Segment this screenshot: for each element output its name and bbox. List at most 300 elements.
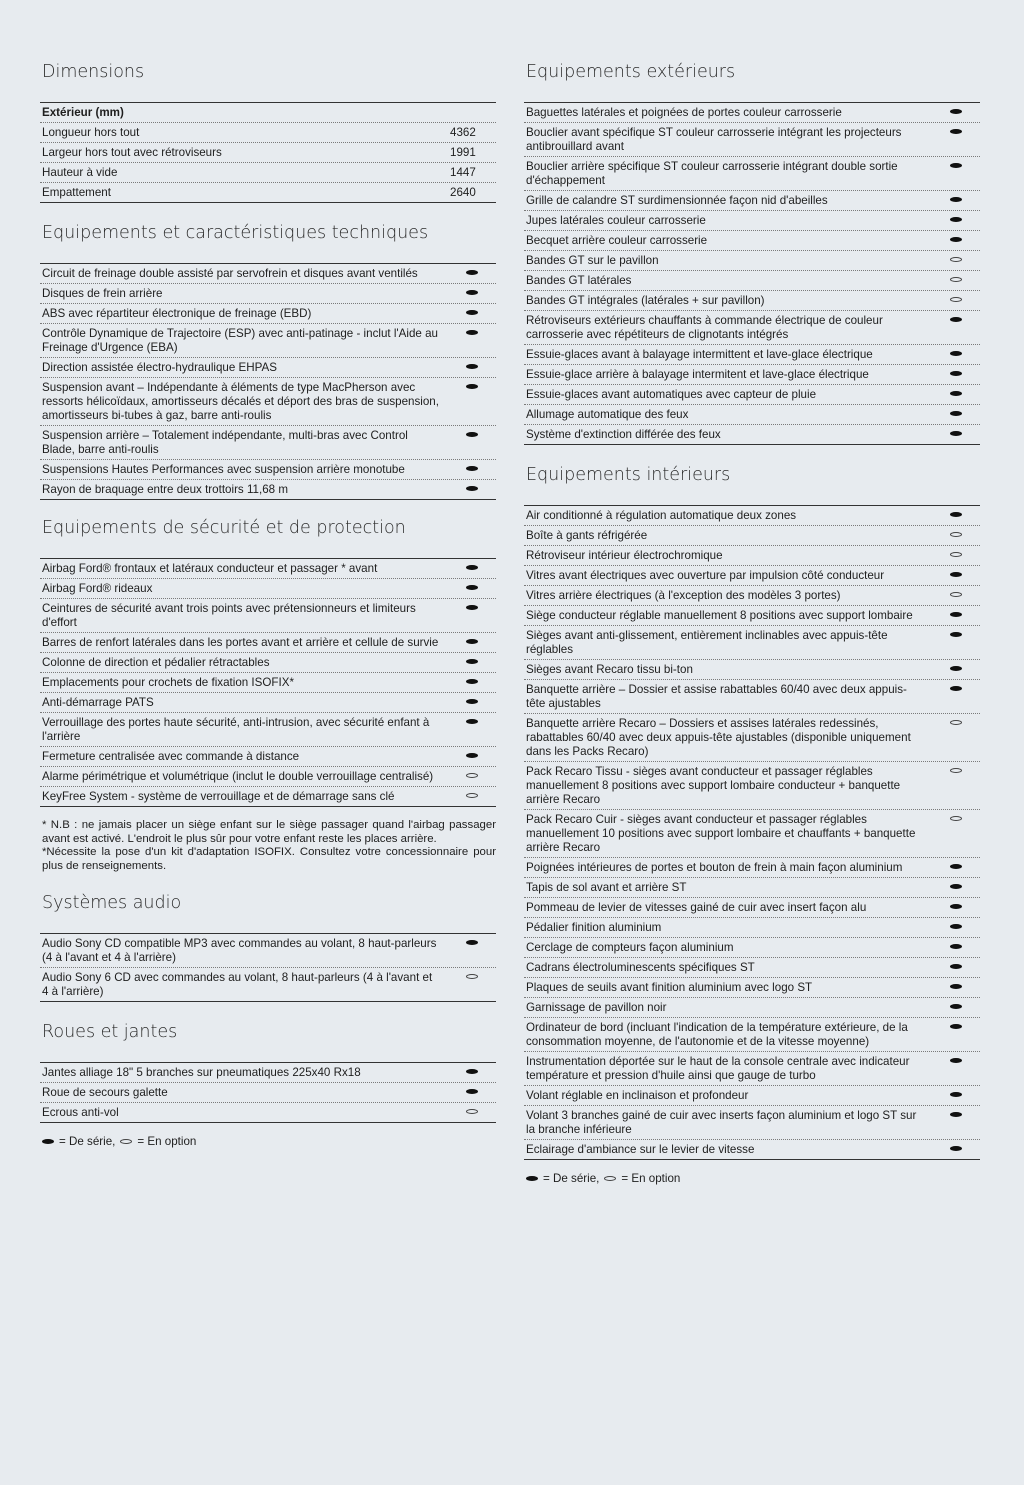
availability-cell [934, 629, 978, 637]
row-label: Eclairage d'ambiance sur le levier de vitesse [526, 1143, 755, 1156]
table-row [40, 633, 496, 653]
row-label: Suspension avant – Indépendante à éléments de type MacPherson avec ressorts hélicoïdaux, amortisseurs décalés et déport des bras de suspension, amortisseurs bi-tubes à gaz, barre anti-roulis [42, 381, 439, 422]
table-row [524, 810, 980, 858]
standard-marker-icon [466, 719, 478, 724]
standard-marker-icon [950, 666, 962, 671]
legend-left [42, 1135, 496, 1148]
standard-marker-icon [950, 1092, 962, 1097]
exterior-table [524, 102, 980, 445]
note-airbag: * N.B : ne jamais placer un siège enfant sur le siège passager quand l'airbag passager avant est activé. L'endroit le plus sûr pour votre enfant reste les places arrière. [42, 819, 496, 845]
table-row [524, 405, 980, 425]
standard-marker-icon [466, 432, 478, 437]
table-row [524, 231, 980, 251]
security-table [40, 558, 496, 807]
legend-right [526, 1172, 980, 1185]
table-row [524, 898, 980, 918]
standard-marker-icon [950, 924, 962, 929]
row-label: Volant réglable en inclinaison et profondeur [526, 1089, 749, 1102]
dimensions-table [40, 102, 496, 203]
availability-cell [934, 663, 978, 671]
row-label: Rétroviseurs extérieurs chauffants à commande électrique de couleur carrosserie avec répétiteurs de clignotants intégrés [526, 314, 883, 341]
row-label: Anti-démarrage PATS [42, 696, 154, 709]
row-label: Système d'extinction différée des feux [526, 428, 721, 441]
availability-cell [450, 1086, 494, 1094]
table-row [524, 1018, 980, 1052]
standard-marker-icon [950, 1058, 962, 1063]
table-row [524, 365, 980, 385]
table-row [524, 191, 980, 211]
availability-cell [934, 589, 978, 597]
table-row [40, 747, 496, 767]
row-label: Tapis de sol avant et arrière ST [526, 881, 687, 894]
availability-cell [934, 254, 978, 262]
table-row [524, 1086, 980, 1106]
row-label: Jupes latérales couleur carrosserie [526, 214, 706, 227]
table-row [524, 157, 980, 191]
standard-marker-icon [466, 639, 478, 644]
table-row [524, 626, 980, 660]
table-row [524, 103, 980, 123]
row-label: Hauteur à vide [42, 166, 118, 179]
row-label: Audio Sony 6 CD avec commandes au volant, 8 haut-parleurs (4 à l'avant et 4 à l'arrière) [42, 971, 433, 998]
table-row [40, 1063, 496, 1083]
table-row [40, 599, 496, 633]
standard-marker-icon [466, 486, 478, 491]
option-marker-icon [466, 773, 478, 778]
availability-cell [450, 602, 494, 610]
availability-cell [450, 1106, 494, 1114]
availability-cell [450, 676, 494, 684]
row-label: Grille de calandre ST surdimensionnée façon nid d'abeilles [526, 194, 828, 207]
row-label: Roue de secours galette [42, 1086, 168, 1099]
table-row [40, 163, 496, 183]
table-row [40, 1083, 496, 1103]
row-value: 1447 [450, 166, 476, 179]
availability-cell [934, 294, 978, 302]
availability-cell [450, 463, 494, 471]
wheels-table [40, 1062, 496, 1123]
row-label: Bandes GT sur le pavillon [526, 254, 659, 267]
table-row [40, 579, 496, 599]
row-label: Alarme périmétrique et volumétrique (inclut le double verrouillage centralisé) [42, 770, 434, 783]
standard-marker-icon [466, 753, 478, 758]
table-row [40, 183, 496, 202]
standard-marker-icon [950, 1004, 962, 1009]
availability-cell [934, 1089, 978, 1097]
availability-cell [450, 750, 494, 758]
availability-cell [450, 327, 494, 335]
row-label: Air conditionné à régulation automatique deux zones [526, 509, 797, 522]
row-label: Contrôle Dynamique de Trajectoire (ESP) avec anti-patinage - inclut l'Aide au Freinage d'Urgence (EBA) [42, 327, 438, 354]
section-title-tech: Equipements et caractéristiques techniques [42, 223, 429, 243]
row-label: Vitres arrière électriques (à l'exception des modèles 3 portes) [526, 589, 841, 602]
table-row [524, 345, 980, 365]
row-label: Fermeture centralisée avec commande à distance [42, 750, 300, 763]
availability-cell [450, 287, 494, 295]
availability-cell [934, 314, 978, 322]
legend-standard-text: = De série, [543, 1172, 600, 1185]
table-row [524, 958, 980, 978]
table-row [524, 918, 980, 938]
availability-cell [934, 861, 978, 869]
availability-cell [450, 582, 494, 590]
standard-marker-icon [526, 1176, 538, 1181]
availability-cell [934, 813, 978, 821]
dimensions-header: Extérieur (mm) [42, 106, 124, 119]
table-row [40, 968, 496, 1001]
standard-marker-icon [466, 940, 478, 945]
availability-cell [450, 971, 494, 979]
table-row [40, 767, 496, 787]
availability-cell [934, 1055, 978, 1063]
availability-cell [934, 881, 978, 889]
standard-marker-icon [466, 699, 478, 704]
table-row [40, 264, 496, 284]
row-label: Suspension arrière – Totalement indépendante, multi-bras avec Control Blade, barre anti-roulis [42, 429, 408, 456]
row-label: Colonne de direction et pédalier rétractables [42, 656, 270, 669]
availability-cell [934, 388, 978, 396]
option-marker-icon [950, 552, 962, 557]
row-label: Emplacements pour crochets de fixation ISOFIX* [42, 676, 294, 689]
availability-cell [934, 549, 978, 557]
standard-marker-icon [950, 904, 962, 909]
table-row [524, 123, 980, 157]
row-label: Cadrans électroluminescents spécifiques ST [526, 961, 755, 974]
table-row [524, 1106, 980, 1140]
availability-cell [450, 696, 494, 704]
table-row [524, 566, 980, 586]
standard-marker-icon [950, 197, 962, 202]
availability-cell [934, 683, 978, 691]
option-marker-icon [950, 297, 962, 302]
standard-marker-icon [466, 585, 478, 590]
standard-marker-icon [950, 572, 962, 577]
row-label: Barres de renfort latérales dans les portes avant et arrière et cellule de survie [42, 636, 439, 649]
table-row [524, 506, 980, 526]
standard-marker-icon [950, 431, 962, 436]
standard-marker-icon [466, 330, 478, 335]
table-row [524, 978, 980, 998]
row-label: Allumage automatique des feux [526, 408, 689, 421]
table-row [524, 546, 980, 566]
row-label: Bandes GT latérales [526, 274, 632, 287]
availability-cell [934, 529, 978, 537]
availability-cell [934, 569, 978, 577]
legend-option-text: = En option [621, 1172, 681, 1185]
table-row [524, 878, 980, 898]
table-row [40, 559, 496, 579]
table-row [524, 291, 980, 311]
availability-cell [934, 234, 978, 242]
availability-cell [450, 381, 494, 389]
row-label: Sièges avant anti-glissement, entièrement inclinables avec appuis-tête réglables [526, 629, 888, 656]
row-label: Empattement [42, 186, 111, 199]
standard-marker-icon [466, 310, 478, 315]
availability-cell [934, 717, 978, 725]
availability-cell [450, 636, 494, 644]
table-row [40, 123, 496, 143]
standard-marker-icon [466, 290, 478, 295]
table-row [524, 606, 980, 626]
standard-marker-icon [466, 270, 478, 275]
table-row [40, 480, 496, 499]
table-row [524, 211, 980, 231]
row-label: Rétroviseur intérieur électrochromique [526, 549, 723, 562]
row-label: Bandes GT intégrales (latérales + sur pavillon) [526, 294, 765, 307]
option-marker-icon [120, 1139, 132, 1144]
row-label: Audio Sony CD compatible MP3 avec commandes au volant, 8 haut-parleurs (4 à l'avant et 4 à l'arrière) [42, 937, 437, 964]
standard-marker-icon [466, 565, 478, 570]
standard-marker-icon [466, 384, 478, 389]
section-title-security: Equipements de sécurité et de protection [42, 518, 406, 538]
legend-option-text: = En option [137, 1135, 197, 1148]
table-row [524, 660, 980, 680]
standard-marker-icon [950, 686, 962, 691]
row-label: Rayon de braquage entre deux trottoirs 11,68 m [42, 483, 288, 496]
row-label: Instrumentation déportée sur le haut de la console centrale avec indicateur température et pression d'huile ainsi que gauge de turbo [526, 1055, 910, 1082]
availability-cell [934, 765, 978, 773]
availability-cell [934, 921, 978, 929]
row-label: Volant 3 branches gainé de cuir avec inserts façon aluminium et logo ST sur la branche inférieure [526, 1109, 917, 1136]
option-marker-icon [950, 592, 962, 597]
table-row [40, 378, 496, 426]
availability-cell [450, 1066, 494, 1074]
availability-cell [934, 274, 978, 282]
row-label: Airbag Ford® frontaux et latéraux conducteur et passager * avant [42, 562, 378, 575]
availability-cell [450, 483, 494, 491]
standard-marker-icon [950, 391, 962, 396]
availability-cell [450, 429, 494, 437]
row-label: Bouclier avant spécifique ST couleur carrosserie intégrant les projecteurs antibrouillard avant [526, 126, 902, 153]
availability-cell [450, 562, 494, 570]
availability-cell [934, 961, 978, 969]
option-marker-icon [950, 277, 962, 282]
table-row [40, 460, 496, 480]
row-label: Jantes alliage 18" 5 branches sur pneumatiques 225x40 Rx18 [42, 1066, 361, 1079]
table-row [524, 1052, 980, 1086]
availability-cell [934, 509, 978, 517]
option-marker-icon [950, 720, 962, 725]
standard-marker-icon [950, 884, 962, 889]
standard-marker-icon [950, 217, 962, 222]
table-header-row [40, 103, 496, 123]
availability-cell [450, 937, 494, 945]
table-row [524, 586, 980, 606]
row-label: Essuie-glaces avant à balayage intermittent et lave-glace électrique [526, 348, 873, 361]
table-row [524, 311, 980, 345]
row-label: Banquette arrière – Dossier et assise rabattables 60/40 avec deux appuis-tête ajustables [526, 683, 907, 710]
standard-marker-icon [466, 1069, 478, 1074]
row-label: Becquet arrière couleur carrosserie [526, 234, 708, 247]
option-marker-icon [950, 257, 962, 262]
table-row [524, 938, 980, 958]
availability-cell [934, 126, 978, 134]
availability-cell [450, 307, 494, 315]
availability-cell [934, 1109, 978, 1117]
section-title-dimensions: Dimensions [42, 62, 145, 82]
row-label: Essuie-glace arrière à balayage intermitent et lave-glace électrique [526, 368, 869, 381]
table-row [40, 1103, 496, 1122]
row-value: 2640 [450, 186, 476, 199]
standard-marker-icon [950, 237, 962, 242]
table-row [524, 385, 980, 405]
row-label: Verrouillage des portes haute sécurité, anti-intrusion, avec sécurité enfant à l'arrière [42, 716, 430, 743]
availability-cell [934, 941, 978, 949]
availability-cell [450, 361, 494, 369]
standard-marker-icon [950, 109, 962, 114]
table-row [40, 143, 496, 163]
standard-marker-icon [950, 1146, 962, 1151]
standard-marker-icon [466, 466, 478, 471]
table-row [40, 284, 496, 304]
standard-marker-icon [950, 612, 962, 617]
row-label: Ecrous anti-vol [42, 1106, 119, 1119]
availability-cell [934, 609, 978, 617]
table-row [40, 426, 496, 460]
row-label: Direction assistée électro-hydraulique EHPAS [42, 361, 277, 374]
standard-marker-icon [466, 1089, 478, 1094]
standard-marker-icon [950, 1112, 962, 1117]
row-label: Essuie-glaces avant automatiques avec capteur de pluie [526, 388, 817, 401]
standard-marker-icon [950, 317, 962, 322]
security-notes [42, 819, 496, 873]
row-label: Circuit de freinage double assisté par servofrein et disques avant ventilés [42, 267, 418, 280]
row-label: Vitres avant électriques avec ouverture par impulsion côté conducteur [526, 569, 885, 582]
availability-cell [450, 716, 494, 724]
section-title-exterior: Equipements extérieurs [526, 62, 736, 82]
table-row [524, 271, 980, 291]
table-row [524, 251, 980, 271]
standard-marker-icon [950, 411, 962, 416]
table-row [40, 693, 496, 713]
standard-marker-icon [950, 632, 962, 637]
section-title-interior: Equipements intérieurs [526, 465, 731, 485]
right-column [524, 60, 980, 1185]
table-row [40, 304, 496, 324]
standard-marker-icon [466, 659, 478, 664]
standard-marker-icon [466, 605, 478, 610]
row-label: Largeur hors tout avec rétroviseurs [42, 146, 222, 159]
standard-marker-icon [950, 984, 962, 989]
availability-cell [934, 106, 978, 114]
row-label: Longueur hors tout [42, 126, 140, 139]
row-value: 4362 [450, 126, 476, 139]
row-label: Airbag Ford® rideaux [42, 582, 153, 595]
section-title-audio: Systèmes audio [42, 893, 182, 913]
row-label: Pack Recaro Tissu - sièges avant conducteur et passager réglables manuellement 8 positions avec support lombaire conducteur + banquette arrière Recaro [526, 765, 901, 806]
table-row [40, 787, 496, 806]
row-label: Garnissage de pavillon noir [526, 1001, 667, 1014]
standard-marker-icon [950, 129, 962, 134]
standard-marker-icon [950, 944, 962, 949]
table-row [524, 526, 980, 546]
availability-cell [450, 790, 494, 798]
row-label: Banquette arrière Recaro – Dossiers et assises latérales redessinés, rabattables 60/40 avec deux appuis-tête ajustables (disponible uniquement dans les Packs Recaro) [526, 717, 911, 758]
table-row [524, 998, 980, 1018]
row-label: Plaques de seuils avant finition aluminium avec logo ST [526, 981, 813, 994]
option-marker-icon [466, 793, 478, 798]
row-label: Sièges avant Recaro tissu bi-ton [526, 663, 693, 676]
option-marker-icon [466, 1109, 478, 1114]
standard-marker-icon [950, 864, 962, 869]
row-label: Siège conducteur réglable manuellement 8 positions avec support lombaire [526, 609, 913, 622]
standard-marker-icon [950, 964, 962, 969]
availability-cell [934, 428, 978, 436]
availability-cell [934, 368, 978, 376]
option-marker-icon [950, 768, 962, 773]
row-label: Pack Recaro Cuir - sièges avant conducteur et passager réglables manuellement 10 positions avec support lombaire et chauffants + banquette arrière Recaro [526, 813, 916, 854]
availability-cell [934, 214, 978, 222]
table-row [40, 358, 496, 378]
row-label: Pédalier finition aluminium [526, 921, 662, 934]
availability-cell [934, 901, 978, 909]
option-marker-icon [604, 1176, 616, 1181]
table-row [40, 673, 496, 693]
standard-marker-icon [466, 679, 478, 684]
standard-marker-icon [950, 371, 962, 376]
row-label: Baguettes latérales et poignées de portes couleur carrosserie [526, 106, 842, 119]
availability-cell [934, 348, 978, 356]
audio-table [40, 933, 496, 1002]
legend-standard-text: = De série, [59, 1135, 116, 1148]
option-marker-icon [950, 532, 962, 537]
availability-cell [934, 1021, 978, 1029]
availability-cell [934, 408, 978, 416]
note-isofix: *Nécessite la pose d'un kit d'adaptation ISOFIX. Consultez votre concessionnaire pour plus de renseignements. [42, 846, 496, 872]
availability-cell [934, 981, 978, 989]
availability-cell [934, 160, 978, 168]
interior-table [524, 505, 980, 1160]
row-label: Ceintures de sécurité avant trois points avec prétensionneurs et limiteurs d'effort [42, 602, 416, 629]
standard-marker-icon [42, 1139, 54, 1144]
row-label: Suspensions Hautes Performances avec suspension arrière monotube [42, 463, 405, 476]
row-label: Pommeau de levier de vitesses gainé de cuir avec insert façon alu [526, 901, 867, 914]
standard-marker-icon [950, 1024, 962, 1029]
row-value: 1991 [450, 146, 476, 159]
availability-cell [934, 194, 978, 202]
table-row [524, 858, 980, 878]
table-row [524, 425, 980, 444]
section-title-wheels: Roues et jantes [42, 1022, 178, 1042]
row-label: Disques de frein arrière [42, 287, 163, 300]
availability-cell [934, 1143, 978, 1151]
option-marker-icon [466, 974, 478, 979]
table-row [524, 714, 980, 762]
availability-cell [450, 770, 494, 778]
standard-marker-icon [950, 512, 962, 517]
row-label: ABS avec répartiteur électronique de freinage (EBD) [42, 307, 312, 320]
availability-cell [450, 656, 494, 664]
option-marker-icon [950, 816, 962, 821]
availability-cell [450, 267, 494, 275]
left-column [40, 60, 496, 1148]
row-label: Ordinateur de bord (incluant l'indication de la température extérieure, de la consommation moyenne, de l'autonomie et de la vitesse moyenne) [526, 1021, 908, 1048]
table-row [40, 934, 496, 968]
table-row [524, 680, 980, 714]
table-row [40, 653, 496, 673]
table-row [40, 713, 496, 747]
row-label: Poignées intérieures de portes et bouton de frein à main façon aluminium [526, 861, 903, 874]
availability-cell [934, 1001, 978, 1009]
row-label: KeyFree System - système de verrouillage et de démarrage sans clé [42, 790, 395, 803]
table-row [524, 762, 980, 810]
standard-marker-icon [950, 351, 962, 356]
table-row [40, 324, 496, 358]
standard-marker-icon [950, 163, 962, 168]
row-label: Cerclage de compteurs façon aluminium [526, 941, 734, 954]
row-label: Bouclier arrière spécifique ST couleur carrosserie intégrant double sortie d'échappement [526, 160, 898, 187]
row-label: Boîte à gants réfrigérée [526, 529, 648, 542]
